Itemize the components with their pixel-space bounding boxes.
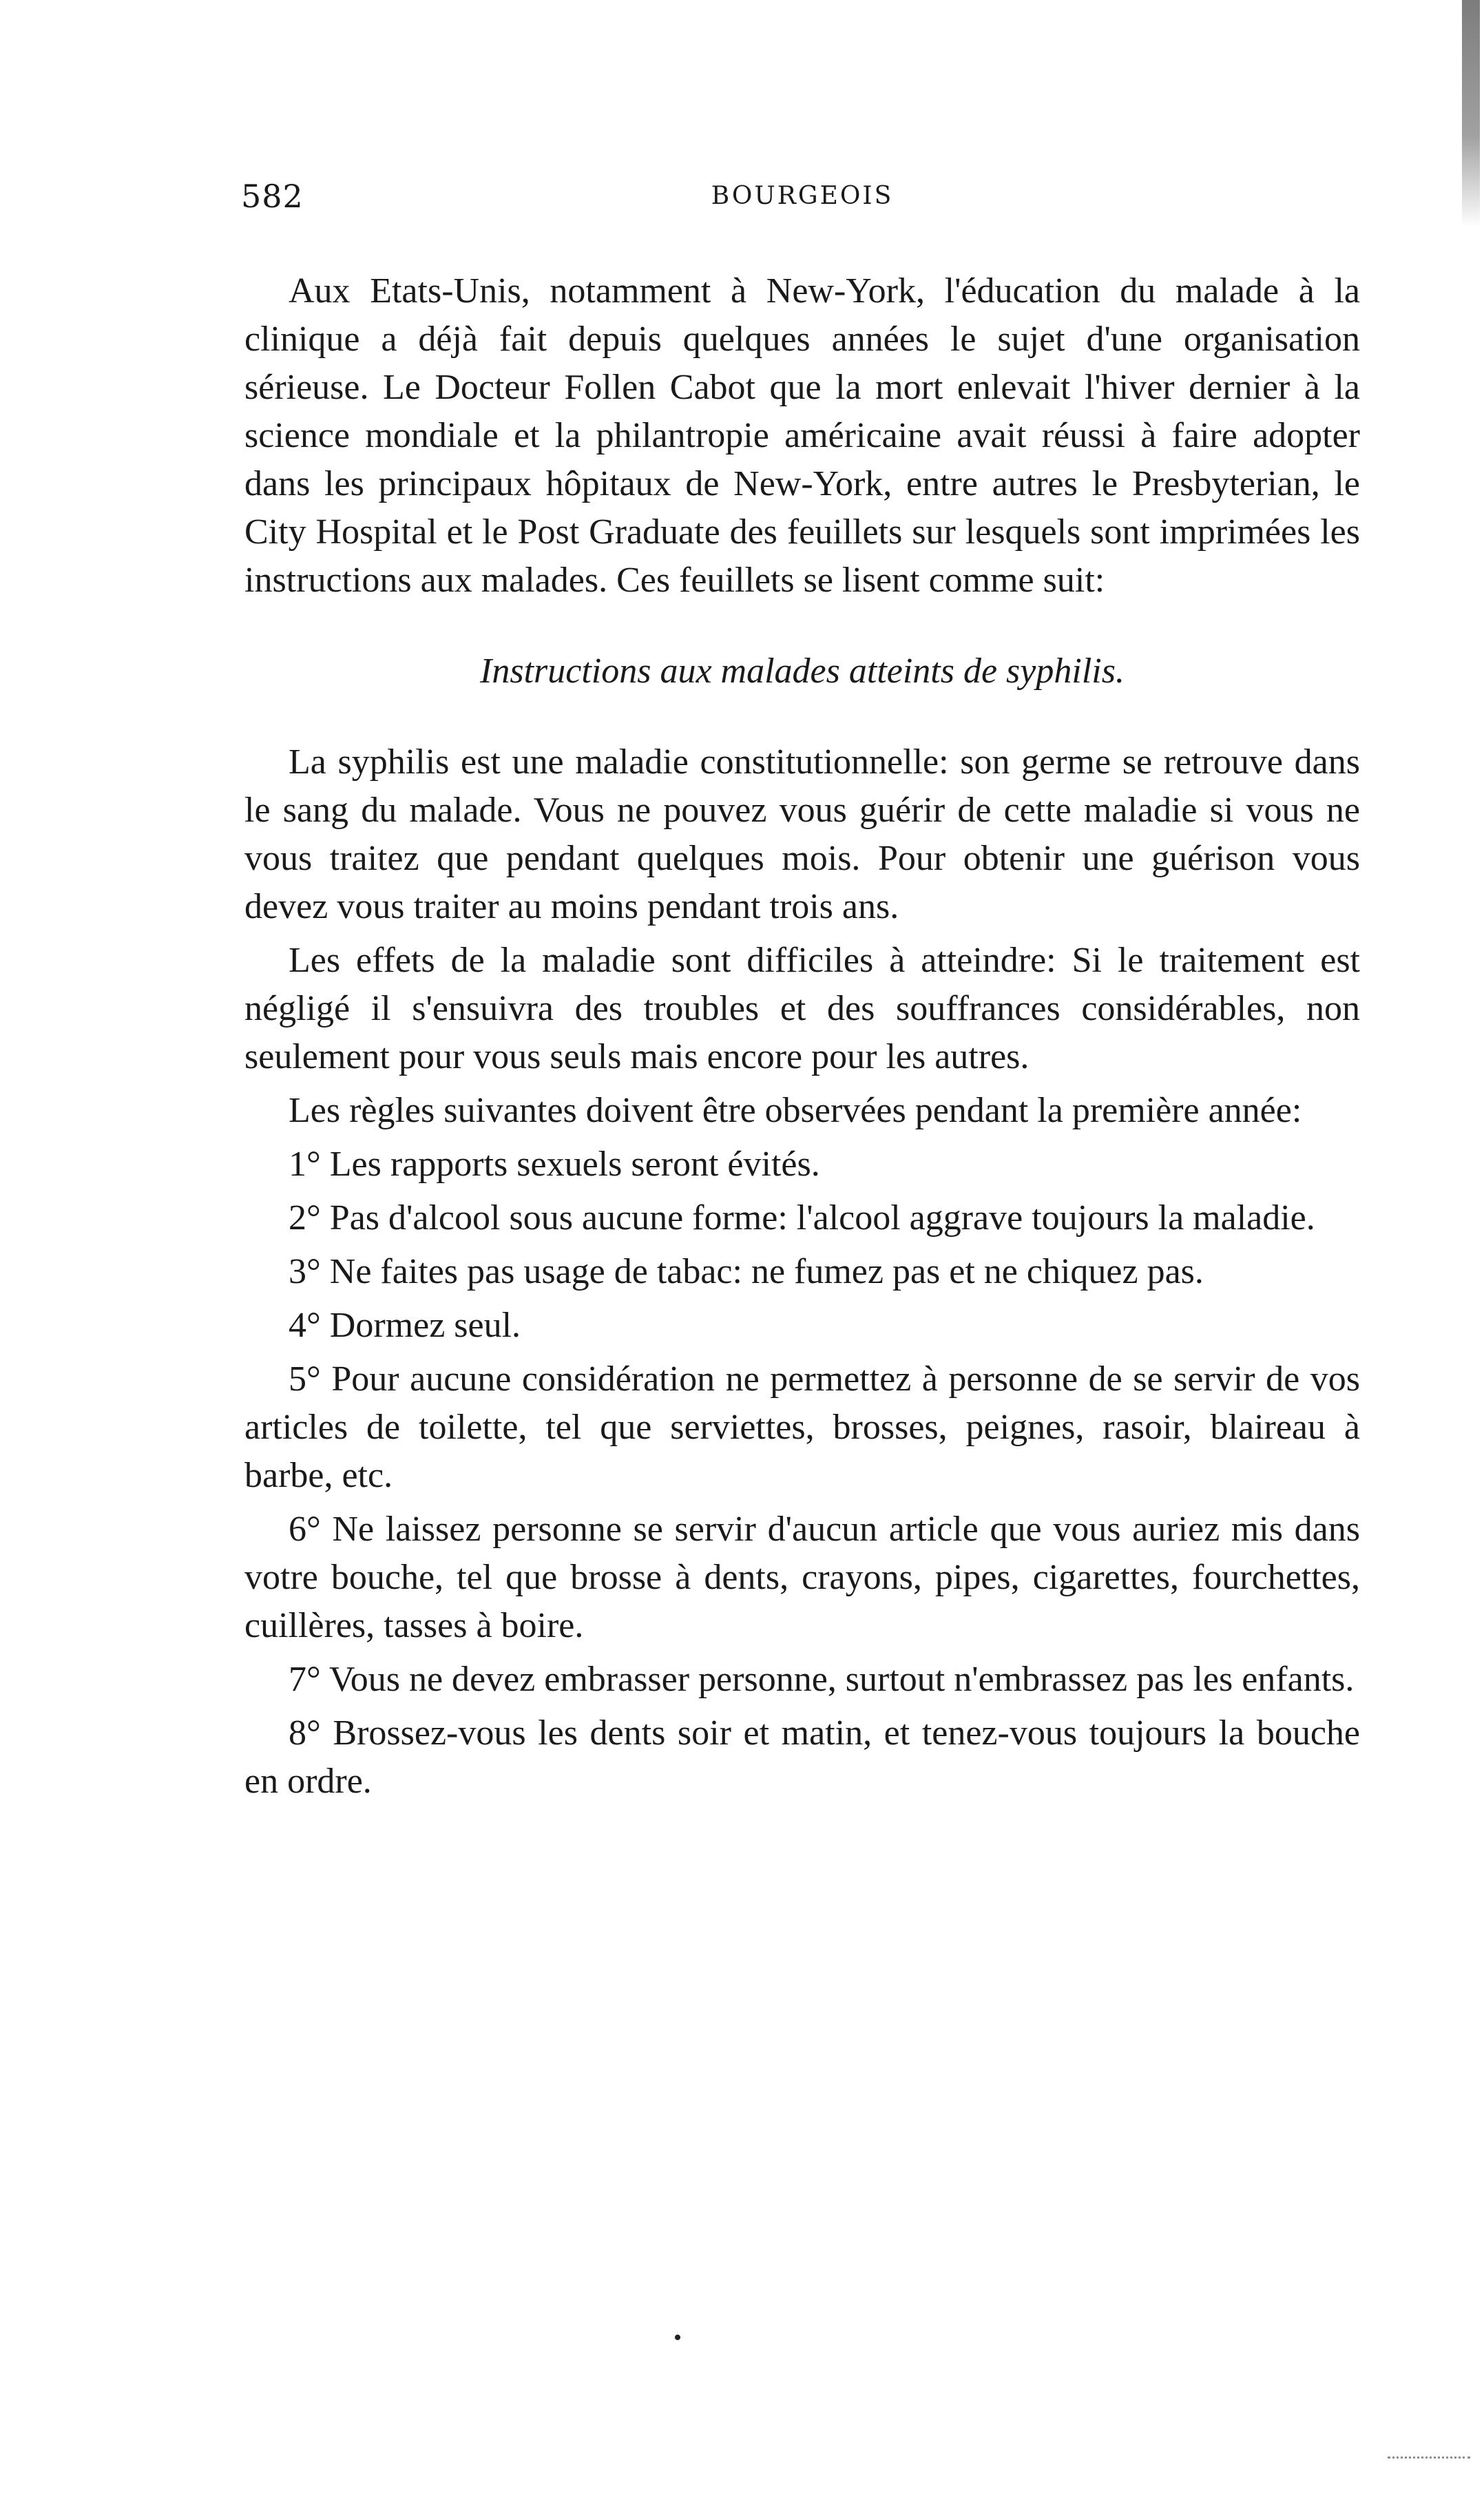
rule-6: 6° Ne laissez personne se servir d'aucun article que vous auriez mis dans votre bouche, tel que brosse à dents, crayons, pipes, cigarettes, fourchettes, cuillères, tasses à boire. bbox=[244, 1510, 1360, 1645]
print-speck bbox=[675, 2335, 680, 2340]
rule-2: 2° Pas d'alcool sous aucune forme: l'alcool aggrave toujours la maladie. bbox=[289, 1198, 1315, 1238]
scan-edge-shadow bbox=[1462, 0, 1480, 227]
paragraph-2: Les effets de la maladie sont difficiles à atteindre: Si le traitement est négligé il s'ensuivra des troubles et des souffrances considérables, non seulement pour vous seuls mais encore pour les autres. bbox=[244, 941, 1360, 1076]
rule-1: 1° Les rapports sexuels seront évités. bbox=[289, 1145, 820, 1184]
rule-4: 4° Dormez seul. bbox=[289, 1306, 521, 1345]
running-head: BOURGEOIS bbox=[711, 182, 894, 210]
rule-8: 8° Brossez-vous les dents soir et matin, et tenez-vous toujours la bouche en ordre. bbox=[244, 1713, 1360, 1801]
rule-5: 5° Pour aucune considération ne permettez à personne de se servir de vos articles de toilette, tel que serviettes, brosses, peignes, rasoir, blaireau à barbe, etc. bbox=[244, 1359, 1360, 1495]
rule-7: 7° Vous ne devez embrasser personne, surtout n'embrassez pas les enfants. bbox=[289, 1660, 1355, 1699]
rule-3: 3° Ne faites pas usage de tabac: ne fumez pas et ne chiquez pas. bbox=[289, 1252, 1204, 1291]
intro-paragraph: Aux Etats-Unis, notamment à New-York, l'éducation du malade à la clinique a déjà fait depuis quelques années le sujet d'une organisation sérieuse. Le Docteur Follen Cabot que la mort enlevait l'hiver dernier à la science mondiale et la philantropie américaine avait réussi à faire adopter dans les principaux hôpitaux de New-York, entre autres le Presbyterian, le City Hospital et le Post Graduate des feuillets sur lesquels sont imprimées les instructions aux malades. Ces feuillets se lisent comme suit: bbox=[244, 271, 1360, 600]
body-text bbox=[244, 267, 1360, 1806]
paragraph-3: Les règles suivantes doivent être observées pendant la première année: bbox=[289, 1091, 1302, 1130]
page-number: 582 bbox=[241, 178, 304, 215]
page-header bbox=[241, 178, 1363, 226]
paragraph-1: La syphilis est une maladie constitutionnelle: son germe se retrouve dans le sang du malade. Vous ne pouvez vous guérir de cette maladie si vous ne vous traitez que pendant quelques mois. Pour obtenir une guérison vous devez vous traiter au moins pendant trois ans. bbox=[244, 742, 1360, 926]
section-title: Instructions aux malades atteints de syphilis. bbox=[480, 651, 1125, 691]
scan-edge-bottom bbox=[1388, 2457, 1470, 2486]
